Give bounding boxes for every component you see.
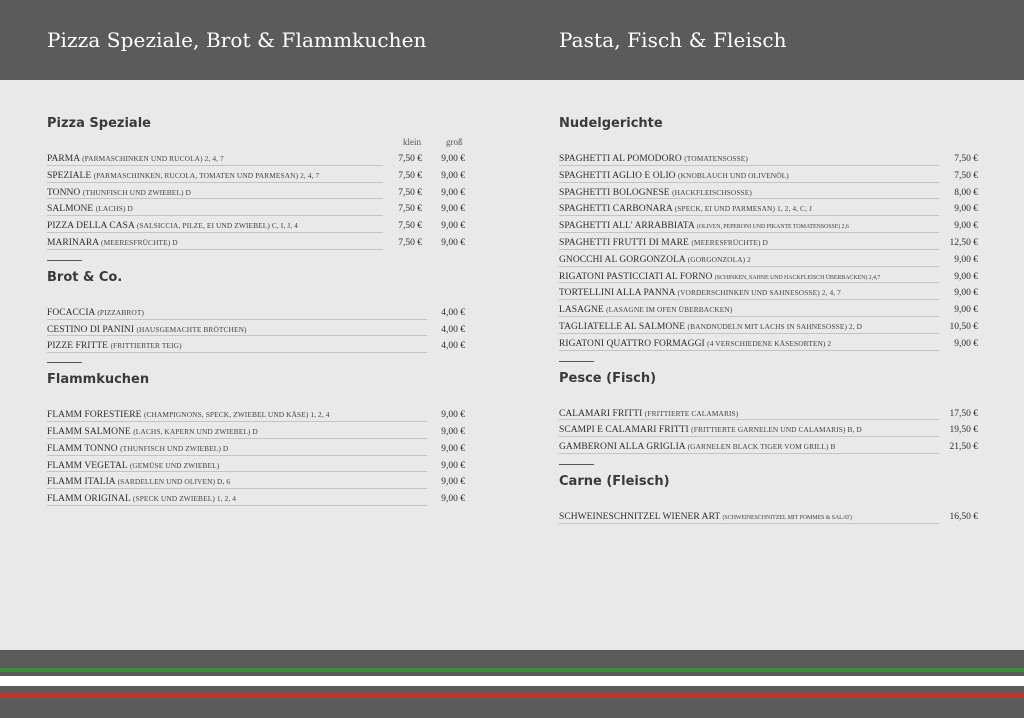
dish-name: CALAMARI FRITTI [559,408,643,419]
menu-item [47,168,465,185]
dish-name: FLAMM VEGETAL [47,460,128,471]
page-header [0,0,1024,80]
dish-description: (SPECK, EI UND PARMESAN) 1, 2, 4, C, J [674,204,812,214]
dish-description: (LASAGNE IM OFEN ÜBERBACKEN) [606,305,733,315]
flamm-list [47,407,465,508]
green-stripe [0,668,1024,672]
dish-name: SPAGHETTI AGLIO E OLIO [559,170,676,181]
price: 19,50 € [949,425,978,436]
price: 16,50 € [949,511,978,522]
menu-item-name [47,151,224,167]
menu-item-name [47,185,191,201]
menu-item-name [47,474,230,490]
menu-item [559,201,978,218]
price: 7,50 € [954,170,978,181]
dish-description: (GORGONZOLA) 2 [687,254,751,264]
dish-name: SPAGHETTI ALL' ARRABBIATA [559,221,695,232]
red-stripe [0,693,1024,698]
price: 9,00 € [954,288,978,299]
section-title-pizza: Pizza Speziale [47,116,151,131]
size-large-label: groß [446,137,463,147]
price: 9,00 € [441,477,465,488]
dish-name: FLAMM FORESTIERE [47,410,142,421]
price-small: 7,50 € [398,154,422,164]
dish-description: (PARMASCHINKEN UND RUCOLA) 2, 4, 7 [82,154,224,163]
menu-item [47,151,465,168]
menu-item [559,422,978,439]
menu-item [47,218,465,235]
menu-item-name [559,319,862,335]
price-large: 9,00 € [441,237,465,248]
right-page-title: Pasta, Fisch & Fleisch [559,28,787,52]
dish-description: (BANDNUDELN MIT LACHS IN SAHNESOSSE) 2, D [687,321,863,331]
price-large: 9,00 € [441,170,465,181]
price-large: 9,00 € [441,187,465,198]
dish-name: TONNO [47,187,81,198]
section-title-flamm: Flammkuchen [47,372,150,388]
dish-description: (HAUSGEMACHTE BRÖTCHEN) [136,324,247,334]
price: 7,50 € [954,154,978,164]
price-large: 9,00 € [441,221,465,232]
menu-item [47,338,465,355]
dish-name: RIGATONI PASTICCIATI AL FORNO [559,271,713,282]
dish-description: (THUNFISCH UND ZWIEBEL) D [120,443,229,453]
dish-description: (KNOBLAUCH UND OLIVENÖL) [678,170,789,180]
menu-item [47,474,465,491]
dish-name: SPAGHETTI CARBONARA [559,204,673,215]
dish-name: SPEZIALE [47,170,92,181]
dish-description: (CHAMPIGNONS, SPECK, ZWIEBEL UND KÄSE) 1, 2, 4 [143,410,330,420]
footer-band [0,650,1024,718]
menu-item-name [47,441,228,457]
price: 9,00 € [441,443,465,454]
dish-name: SPAGHETTI BOLOGNESE [559,187,670,198]
pizza-list [47,151,465,252]
menu-item-name [559,439,835,455]
dish-name: MARINARA [47,237,99,248]
menu-item-name [559,269,880,286]
menu-item [47,407,465,424]
dish-description: (SARDELLEN UND OLIVEN) D, 6 [117,477,231,487]
dish-description: (SPECK UND ZWIEBEL) 1, 2, 4 [132,494,237,504]
price: 9,00 € [441,460,465,471]
price-large: 9,00 € [441,154,465,164]
menu-item-name [559,151,748,167]
menu-item [559,509,978,526]
section-title-nudel: Nudelgerichte [559,116,663,131]
menu-item-name [559,406,738,422]
dish-name: SCHWEINESCHNITZEL WIENER ART [559,511,721,522]
price: 9,00 € [954,305,978,316]
price: 9,00 € [954,271,978,282]
menu-item [47,201,465,218]
price: 9,00 € [441,426,465,437]
dish-description: (LACHS, KAPERN UND ZWIEBEL) D [133,426,258,436]
price-small: 7,50 € [398,221,422,232]
dish-name: SALMONE [47,204,94,215]
price-small: 7,50 € [398,204,422,215]
price: 9,00 € [441,410,465,421]
menu-item [559,151,978,168]
dish-name: FLAMM SALMONE [47,426,131,437]
menu-item-name [559,201,812,217]
menu-item-name [559,285,841,301]
menu-item [559,336,978,353]
menu-item-name [47,168,319,184]
left-menu-column [47,80,465,508]
menu-item [559,168,978,185]
price: 8,00 € [954,187,978,198]
menu-item-name [47,491,236,507]
menu-item-name [47,338,182,354]
section-title-carne: Carne (Fleisch) [559,473,670,489]
price: 4,00 € [441,324,465,335]
price: 4,00 € [441,307,465,318]
menu-item-name [47,424,258,440]
nudel-list [559,151,978,353]
dish-description: (PARMASCHINKEN, RUCOLA, TOMATEN UND PARMESAN) 2, 4, 7 [93,170,320,180]
size-header [47,133,465,151]
dish-name: FLAMM ITALIA [47,477,116,488]
menu-item-name [47,201,133,217]
left-page-title: Pizza Speziale, Brot & Flammkuchen [47,28,427,52]
dish-name: FOCACCIA [47,307,95,318]
price: 9,00 € [954,204,978,215]
menu-item-name [47,407,330,423]
menu-item [559,302,978,319]
price-small: 7,50 € [398,237,422,248]
menu-item [47,491,465,508]
dish-description: (HACKFLEISCHSOSSE) [672,187,752,197]
price-small: 7,50 € [398,187,422,198]
menu-item-name [559,509,852,526]
menu-item [47,441,465,458]
menu-item-name [47,322,247,338]
price: 4,00 € [441,341,465,352]
price: 9,00 € [954,254,978,265]
dish-name: PIZZA DELLA CASA [47,221,135,232]
menu-item-name [47,305,144,321]
price: 12,50 € [949,237,978,248]
menu-item [47,185,465,202]
menu-item [559,185,978,202]
menu-item-name [47,218,298,234]
dish-name: FLAMM ORIGINAL [47,494,131,505]
dish-description: (TOMATENSOSSE) [684,154,748,163]
dish-description: (SCHWEINESCHNITZEL MIT POMMES & SALAT) [722,514,852,521]
menu-item-name [559,336,831,352]
dish-description: (FRITTIERTE GARNELEN UND CALAMARIS) B, D [691,425,862,435]
dish-description: (OLIVEN, PEPERONI UND PIKANTE TOMATENSOSSE) 2,6 [696,224,849,231]
menu-item [47,322,465,339]
dish-description: (PIZZABROT) [97,307,145,317]
menu-item-name [559,185,752,201]
menu-item-name [559,168,789,184]
menu-item-name [47,458,219,474]
carne-list [559,509,978,526]
dish-description: (VORDERSCHINKEN UND SAHNESOSSE) 2, 4, 7 [677,288,841,298]
section-title-pesce: Pesce (Fisch) [559,370,657,386]
brot-list [47,305,465,355]
menu-item-name [559,422,862,438]
price: 17,50 € [949,408,978,419]
price: 9,00 € [954,338,978,349]
dish-description: (MEERESFRÜCHTE) D [101,237,178,247]
price-large: 9,00 € [441,204,465,215]
price: 21,50 € [949,442,978,453]
price: 10,50 € [949,321,978,332]
dish-description: (4 VERSCHIEDENE KÄSESORTEN) 2 [707,338,832,348]
dish-description: (SALSICCIA, PILZE, EI UND ZWIEBEL) C, I, J, 4 [136,221,298,231]
dish-description: (SCHINKEN, SAHNE UND HACKFLEISCH ÜBERBACKEN) 2,4,7 [714,274,881,281]
menu-item-name [47,235,178,251]
menu-item [47,235,465,252]
price: 9,00 € [954,221,978,232]
menu-item-name [559,252,751,268]
menu-item [559,235,978,252]
pesce-list [559,406,978,456]
size-small-label: klein [403,137,421,147]
dish-name: CESTINO DI PANINI [47,324,135,335]
menu-item [559,439,978,456]
dish-name: LASAGNE [559,305,604,316]
dish-name: FLAMM TONNO [47,443,118,454]
menu-item [47,458,465,475]
dish-name: TORTELLINI ALLA PANNA [559,288,676,299]
menu-item-name [559,302,732,318]
price-small: 7,50 € [398,170,422,181]
dish-name: SCAMPI E CALAMARI FRITTI [559,425,689,436]
dish-description: (MEERESFRÜCHTE) D [691,237,768,247]
dish-description: (FRITTIERTE CALAMARIS) [644,408,739,418]
dish-description: (GEMÜSE UND ZWIEBEL) [129,460,220,470]
dish-name: GNOCCHI AL GORGONZOLA [559,254,686,265]
white-stripe [0,676,1024,686]
dish-description: (GARNELEN BLACK TIGER VOM GRILL) B [687,442,836,452]
dish-name: PARMA [47,154,80,164]
menu-item [47,424,465,441]
menu-item [47,305,465,322]
menu-item [559,269,978,286]
price: 9,00 € [441,494,465,505]
menu-item [559,285,978,302]
dish-name: TAGLIATELLE AL SALMONE [559,321,686,332]
menu-item-name [559,218,849,235]
menu-item [559,252,978,269]
dish-name: PIZZE FRITTE [47,341,109,352]
menu-item-name [559,235,768,251]
dish-name: SPAGHETTI FRUTTI DI MARE [559,237,689,248]
right-menu-column [559,80,978,526]
menu-item [559,218,978,235]
menu-item [559,319,978,336]
dish-description: (LACHS) D [95,204,133,214]
dish-description: (FRITTIERTER TEIG) [110,341,182,351]
dish-name: SPAGHETTI AL POMODORO [559,154,682,164]
dish-description: (THUNFISCH UND ZWIEBEL) D [82,187,191,197]
dish-name: GAMBERONI ALLA GRIGLIA [559,442,686,453]
section-title-brot: Brot & Co. [47,269,123,285]
dish-name: RIGATONI QUATTRO FORMAGGI [559,338,705,349]
menu-item [559,406,978,423]
